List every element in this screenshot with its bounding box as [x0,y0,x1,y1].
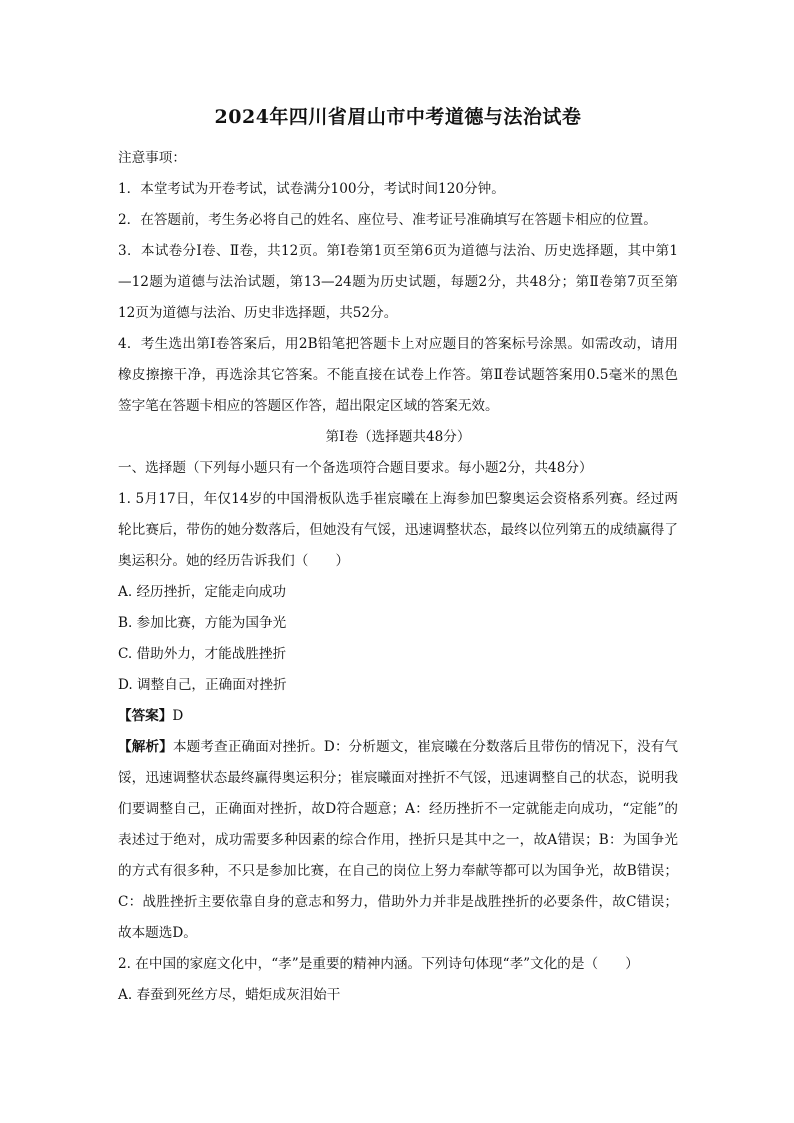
question-1-option-c: C. 借助外力，才能战胜挫折 [118,646,287,662]
question-1-option-b: B. 参加比赛，方能为国争光 [118,615,287,631]
notice-item-1: 1．本堂考试为开卷考试，试卷满分100分，考试时间120分钟。 [118,181,505,197]
analysis-text: 本题考查正确面对挫折。D：分析题文，崔宸曦在分数落后且带伤的情况下，没有气馁，迅速调整状态最终赢得奥运积分；崔宸曦面对挫折不气馁，迅速调整自己的状态，说明我们要调整自己，正确面对挫折，故D符合题意；A：经历挫折不一定就能走向成功，“定能”的表述过于绝对，成功需要多种因素的综合作用，挫折只是其中之一，故A错误；B：为国争光的方式有很多种，不只是参加比赛，在自己的岗位上努力奉献等都可以为国争光，故B错误；C：战胜挫折主要依靠自身的意志和努力，借助外力并非是战胜挫折的必要条件，故C错误；故本题选D。 [118,739,679,941]
answer-label: 【答案】 [118,708,173,724]
notice-heading: 注意事项： [118,150,186,166]
notice-item-2: 2．在答题前，考生务必将自己的姓名、座位号、准考证号准确填写在答题卡相应的位置。 [118,212,657,228]
question-1-answer [118,701,678,732]
part-heading: 一、选择题（下列每小题只有一个备选项符合题目要求。每小题2分，共48分） [118,460,593,476]
question-2 [118,949,678,1011]
question-1 [118,484,678,949]
section-title: 第Ⅰ卷（选择题共48分） [325,429,471,445]
question-2-option-a: A. 春蚕到死丝方尽，蜡炬成灰泪始干 [118,987,341,1003]
question-1-analysis [118,732,678,949]
analysis-label: 【解析】 [118,739,173,755]
notice-item-4: 4．考生选出第Ⅰ卷答案后，用2B铅笔把答题卡上对应题目的答案标号涂黑。如需改动，请用橡皮擦擦干净，再选涂其它答案。不能直接在试卷上作答。第Ⅱ卷试题答案用0.5毫米的黑色签字笔在答题卡相应的答题区作答，超出限定区域的答案无效。 [118,336,678,414]
question-1-option-a: A. 经历挫折，定能走向成功 [118,584,286,600]
notice-item-3: 3．本试卷分Ⅰ卷、Ⅱ卷，共12页。第Ⅰ卷第1页至第6页为道德与法治、历史选择题，其中第1—12题为道德与法治试题，第13—24题为历史试题，每题2分，共48分；第Ⅱ卷第7页至第12页为道德与法治、历史非选择题，共52分。 [118,243,678,321]
question-2-stem: 2. 在中国的家庭文化中，“孝”是重要的精神内涵。下列诗句体现“孝”文化的是（ ） [118,956,639,972]
answer-value: D [172,708,184,724]
question-1-stem: 1. 5月17日，年仅14岁的中国滑板队选手崔宸曦在上海参加巴黎奥运会资格系列赛。经过两轮比赛后，带伤的她分数落后，但她没有气馁，迅速调整状态，最终以位列第五的成绩赢得了奥运积分。她的经历告诉我们（ ） [118,491,678,569]
page-title: 2024年四川省眉山市中考道德与法治试卷 [214,106,582,128]
question-1-option-d: D. 调整自己，正确面对挫折 [118,677,287,693]
exam-page [118,104,678,1011]
